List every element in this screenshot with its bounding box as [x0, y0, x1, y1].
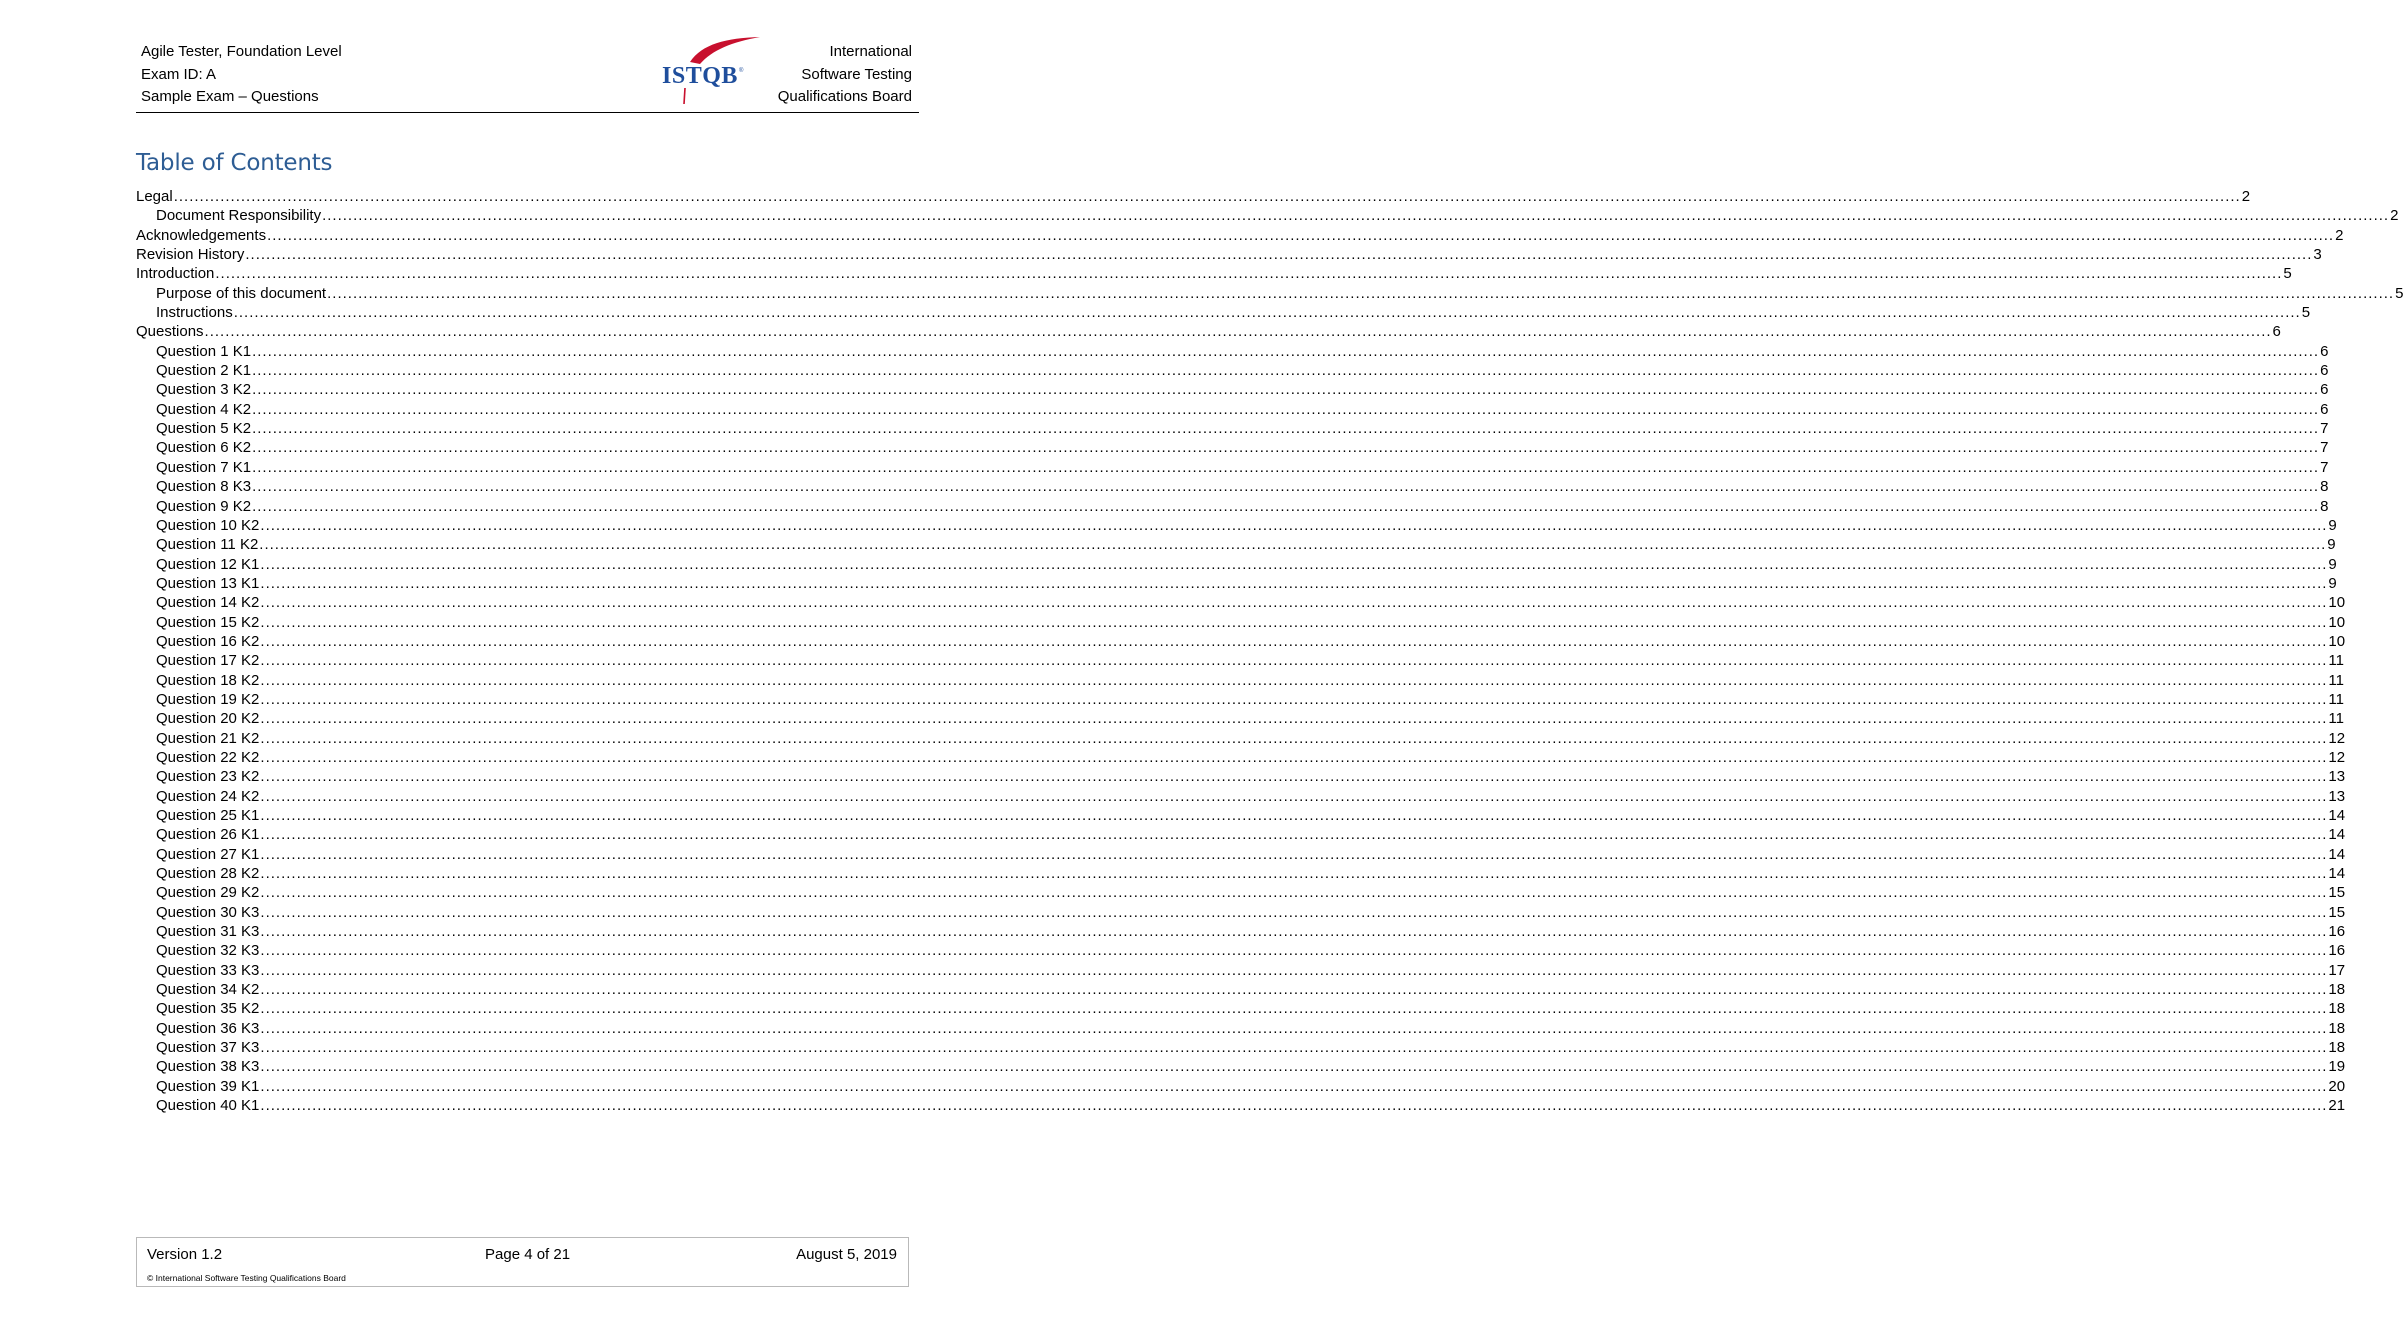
toc-entry-label: Question 5 K2	[156, 420, 252, 438]
toc-entry-page: 6	[2320, 342, 2329, 360]
toc-entry[interactable]	[136, 729, 2346, 748]
table-of-contents	[136, 187, 2403, 1116]
toc-entry[interactable]	[136, 825, 2346, 844]
header-org-line-1: International	[829, 43, 912, 60]
toc-entry[interactable]	[136, 767, 2346, 786]
toc-dot-leader: ................................................................................................................................................................................................................................................................................................................................................................................................................	[245, 246, 2313, 264]
toc-dot-leader: ................................................................................................................................................................................................................................................................................................................................................................................................................	[327, 284, 2395, 302]
toc-entry-page: 6	[2320, 381, 2329, 399]
toc-entry-page: 2	[2335, 226, 2344, 244]
toc-entry-label: Question 21 K2	[156, 729, 260, 747]
toc-entry-label: Introduction	[136, 265, 215, 283]
toc-entry-label: Purpose of this document	[156, 284, 327, 302]
toc-entry-page: 20	[2328, 1077, 2346, 1095]
toc-dot-leader: ................................................................................................................................................................................................................................................................................................................................................................................................................	[322, 207, 2390, 225]
toc-entry[interactable]	[136, 845, 2346, 864]
toc-dot-leader: ................................................................................................................................................................................................................................................................................................................................................................................................................	[204, 323, 2272, 341]
toc-entry[interactable]	[136, 458, 2329, 477]
toc-entry[interactable]	[136, 709, 2344, 728]
toc-entry[interactable]	[136, 1057, 2346, 1076]
toc-entry-page: 3	[2313, 246, 2322, 264]
logo-swoosh	[690, 37, 760, 64]
toc-entry-label: Question 2 K1	[156, 362, 252, 380]
toc-dot-leader: ................................................................................................................................................................................................................................................................................................................................................................................................................	[215, 265, 2283, 283]
toc-entry-page: 18	[2328, 1019, 2346, 1037]
toc-entry-label: Question 29 K2	[156, 884, 260, 902]
toc-entry-page: 11	[2328, 652, 2344, 670]
toc-entry-page: 16	[2328, 942, 2346, 960]
toc-entry-page: 18	[2328, 981, 2346, 999]
toc-dot-leader: ................................................................................................................................................................................................................................................................................................................................................................................................................	[252, 420, 2320, 438]
toc-entry[interactable]	[136, 555, 2337, 574]
toc-entry-page: 14	[2328, 807, 2346, 824]
toc-entry[interactable]	[136, 787, 2346, 806]
toc-entry-label: Question 27 K1	[156, 845, 260, 863]
toc-dot-leader: ................................................................................................................................................................................................................................................................................................................................................................................................................	[173, 188, 2241, 205]
toc-dot-leader: ................................................................................................................................................................................................................................................................................................................................................................................................................	[260, 690, 2328, 708]
toc-dot-leader: ................................................................................................................................................................................................................................................................................................................................................................................................................	[260, 594, 2328, 612]
toc-entry-label: Question 35 K2	[156, 1000, 260, 1018]
footer-date: August 5, 2019	[796, 1246, 897, 1263]
toc-entry-page: 2	[2241, 188, 2251, 205]
toc-entry-page: 11	[2328, 690, 2344, 708]
toc-dot-leader: ................................................................................................................................................................................................................................................................................................................................................................................................................	[260, 884, 2328, 902]
toc-entry-label: Acknowledgements	[136, 226, 267, 244]
toc-dot-leader: ................................................................................................................................................................................................................................................................................................................................................................................................................	[252, 478, 2320, 496]
toc-dot-leader: ................................................................................................................................................................................................................................................................................................................................................................................................................	[260, 516, 2328, 534]
toc-entry-label: Question 9 K2	[156, 497, 252, 515]
toc-entry[interactable]	[136, 903, 2346, 922]
toc-dot-leader: ................................................................................................................................................................................................................................................................................................................................................................................................................	[252, 381, 2320, 399]
toc-entry-page: 7	[2320, 420, 2329, 438]
toc-entry[interactable]	[136, 690, 2344, 709]
toc-entry-page: 10	[2328, 594, 2346, 612]
footer-page-number: Page 4 of 21	[485, 1246, 571, 1263]
toc-entry-page: 11	[2328, 710, 2344, 728]
toc-entry-page: 5	[2301, 304, 2311, 322]
toc-entry[interactable]	[136, 516, 2337, 535]
toc-entry-page: 12	[2328, 729, 2346, 747]
toc-entry[interactable]	[136, 303, 2311, 322]
toc-entry[interactable]	[136, 632, 2346, 651]
toc-entry[interactable]	[136, 574, 2337, 593]
toc-title: Table of Contents	[136, 150, 333, 176]
istqb-logo	[660, 34, 766, 108]
header-left-block	[141, 41, 342, 109]
toc-entry-page: 9	[2328, 574, 2337, 592]
toc-entry-label: Question 38 K3	[156, 1058, 260, 1076]
toc-dot-leader: ................................................................................................................................................................................................................................................................................................................................................................................................................	[260, 555, 2328, 573]
toc-entry-page: 10	[2328, 632, 2346, 650]
toc-entry[interactable]	[136, 400, 2329, 419]
toc-entry-page: 18	[2328, 1000, 2346, 1018]
header-org-line-2: Software Testing	[801, 65, 912, 83]
toc-dot-leader: ................................................................................................................................................................................................................................................................................................................................................................................................................	[260, 923, 2328, 941]
toc-entry[interactable]	[136, 226, 2344, 245]
toc-entry[interactable]	[136, 535, 2336, 554]
toc-dot-leader: ................................................................................................................................................................................................................................................................................................................................................................................................................	[260, 613, 2328, 631]
page-footer	[136, 1237, 909, 1287]
toc-entry-page: 14	[2328, 826, 2346, 844]
toc-entry-label: Question 39 K1	[156, 1077, 260, 1095]
toc-entry[interactable]	[136, 922, 2346, 941]
toc-entry[interactable]	[136, 999, 2346, 1018]
toc-entry-page: 19	[2328, 1058, 2346, 1076]
toc-entry-page: 15	[2328, 884, 2346, 902]
toc-dot-leader: ................................................................................................................................................................................................................................................................................................................................................................................................................	[260, 845, 2328, 863]
toc-dot-leader: ................................................................................................................................................................................................................................................................................................................................................................................................................	[267, 226, 2335, 244]
toc-entry-label: Question 40 K1	[156, 1097, 260, 1115]
toc-entry[interactable]	[136, 651, 2344, 670]
toc-entry[interactable]	[136, 342, 2329, 361]
toc-entry[interactable]	[136, 477, 2329, 496]
toc-entry[interactable]	[136, 593, 2346, 612]
toc-entry-label: Question 22 K2	[156, 748, 260, 766]
toc-entry-label: Question 36 K3	[156, 1019, 260, 1037]
toc-entry[interactable]	[136, 883, 2346, 902]
toc-dot-leader: ................................................................................................................................................................................................................................................................................................................................................................................................................	[252, 362, 2320, 380]
toc-entry-page: 6	[2320, 400, 2329, 418]
toc-entry-page: 14	[2328, 845, 2346, 863]
toc-entry-page: 11	[2328, 671, 2344, 689]
footer-version: Version 1.2	[147, 1246, 223, 1263]
header-exam-id: Exam ID: A	[141, 65, 217, 83]
toc-entry-label: Question 7 K1	[156, 458, 252, 476]
toc-dot-leader: ................................................................................................................................................................................................................................................................................................................................................................................................................	[260, 807, 2328, 824]
toc-entry[interactable]	[136, 497, 2329, 516]
toc-dot-leader: ................................................................................................................................................................................................................................................................................................................................................................................................................	[252, 400, 2320, 418]
toc-dot-leader: ................................................................................................................................................................................................................................................................................................................................................................................................................	[252, 439, 2320, 457]
toc-entry-label: Question 34 K2	[156, 981, 260, 999]
toc-entry-page: 8	[2320, 478, 2329, 496]
toc-entry-label: Question 30 K3	[156, 903, 260, 921]
toc-entry[interactable]	[136, 322, 2281, 341]
toc-entry[interactable]	[136, 284, 2403, 303]
toc-entry-page: 9	[2328, 555, 2337, 573]
toc-entry-label: Document Responsibility	[156, 207, 322, 225]
header-divider	[136, 112, 919, 113]
toc-dot-leader: ................................................................................................................................................................................................................................................................................................................................................................................................................	[260, 574, 2328, 592]
toc-dot-leader: ................................................................................................................................................................................................................................................................................................................................................................................................................	[252, 497, 2320, 515]
header-right-block	[778, 41, 912, 109]
toc-entry-label: Question 19 K2	[156, 690, 260, 708]
toc-dot-leader: ................................................................................................................................................................................................................................................................................................................................................................................................................	[260, 632, 2328, 650]
toc-entry-label: Question 11 K2	[156, 536, 259, 554]
toc-entry-label: Question 26 K1	[156, 826, 260, 844]
toc-entry[interactable]	[136, 419, 2329, 438]
toc-entry-label: Questions	[136, 323, 204, 341]
page-header	[0, 0, 1024, 114]
svg-text:®: ®	[739, 68, 744, 74]
toc-entry-page: 18	[2328, 1039, 2346, 1057]
header-document-type: Sample Exam – Questions	[141, 88, 319, 105]
toc-entry[interactable]	[136, 264, 2292, 283]
toc-entry[interactable]	[136, 864, 2346, 883]
toc-entry[interactable]	[136, 671, 2344, 690]
toc-entry-page: 13	[2328, 768, 2346, 786]
toc-entry-page: 9	[2328, 516, 2337, 534]
toc-entry[interactable]	[136, 1096, 2346, 1115]
toc-entry[interactable]	[136, 613, 2346, 632]
toc-dot-leader: ................................................................................................................................................................................................................................................................................................................................................................................................................	[260, 748, 2328, 766]
toc-entry-page: 13	[2328, 787, 2346, 805]
toc-entry-page: 7	[2320, 439, 2329, 457]
footer-copyright: © International Software Testing Qualifications Board	[147, 1273, 346, 1283]
toc-entry-label: Legal	[136, 188, 173, 205]
toc-entry-label: Question 8 K3	[156, 478, 252, 496]
toc-dot-leader: ................................................................................................................................................................................................................................................................................................................................................................................................................	[260, 865, 2328, 883]
toc-entry[interactable]	[136, 245, 2322, 264]
toc-entry-page: 21	[2328, 1097, 2346, 1115]
toc-entry[interactable]	[136, 438, 2329, 457]
toc-entry-label: Question 4 K2	[156, 400, 252, 418]
toc-dot-leader: ................................................................................................................................................................................................................................................................................................................................................................................................................	[260, 981, 2328, 999]
toc-dot-leader: ................................................................................................................................................................................................................................................................................................................................................................................................................	[260, 903, 2328, 921]
toc-entry-page: 12	[2328, 748, 2346, 766]
toc-entry-label: Question 24 K2	[156, 787, 260, 805]
toc-entry[interactable]	[136, 380, 2329, 399]
toc-dot-leader: ................................................................................................................................................................................................................................................................................................................................................................................................................	[259, 536, 2327, 554]
toc-entry-label: Question 31 K3	[156, 923, 260, 941]
toc-entry-label: Question 13 K1	[156, 574, 260, 592]
toc-dot-leader: ................................................................................................................................................................................................................................................................................................................................................................................................................	[260, 671, 2328, 689]
toc-dot-leader: ................................................................................................................................................................................................................................................................................................................................................................................................................	[260, 961, 2328, 979]
toc-entry-label: Question 10 K2	[156, 516, 260, 534]
toc-entry-label: Question 25 K1	[156, 807, 260, 824]
toc-entry-label: Question 20 K2	[156, 710, 260, 728]
toc-entry[interactable]	[136, 941, 2346, 960]
toc-dot-leader: ................................................................................................................................................................................................................................................................................................................................................................................................................	[233, 304, 2301, 322]
logo-wordmark: ISTQB	[662, 63, 738, 89]
toc-entry-page: 5	[2283, 265, 2292, 283]
toc-dot-leader: ................................................................................................................................................................................................................................................................................................................................................................................................................	[260, 710, 2328, 728]
toc-dot-leader: ................................................................................................................................................................................................................................................................................................................................................................................................................	[260, 1019, 2328, 1037]
toc-dot-leader: ................................................................................................................................................................................................................................................................................................................................................................................................................	[260, 1097, 2328, 1115]
toc-entry[interactable]	[136, 1077, 2346, 1096]
toc-entry-page: 16	[2328, 923, 2346, 941]
toc-entry-label: Question 23 K2	[156, 768, 260, 786]
toc-entry[interactable]	[136, 980, 2346, 999]
toc-entry[interactable]	[136, 748, 2346, 767]
toc-entry-label: Question 18 K2	[156, 671, 260, 689]
toc-entry-label: Question 17 K2	[156, 652, 260, 670]
toc-entry[interactable]	[136, 961, 2346, 980]
toc-entry-page: 8	[2320, 497, 2329, 515]
toc-entry-page: 2	[2390, 207, 2399, 225]
toc-entry[interactable]	[136, 187, 2251, 206]
toc-entry-label: Question 37 K3	[156, 1039, 260, 1057]
toc-dot-leader: ................................................................................................................................................................................................................................................................................................................................................................................................................	[260, 787, 2328, 805]
toc-entry-page: 14	[2328, 865, 2346, 883]
toc-dot-leader: ................................................................................................................................................................................................................................................................................................................................................................................................................	[260, 1000, 2328, 1018]
toc-dot-leader: ................................................................................................................................................................................................................................................................................................................................................................................................................	[260, 1039, 2328, 1057]
toc-entry-page: 6	[2272, 323, 2281, 341]
logo-stem	[684, 88, 685, 104]
toc-entry[interactable]	[136, 1038, 2346, 1057]
toc-entry-label: Revision History	[136, 246, 245, 264]
toc-entry-label: Question 32 K3	[156, 942, 260, 960]
toc-entry-label: Question 14 K2	[156, 594, 260, 612]
toc-dot-leader: ................................................................................................................................................................................................................................................................................................................................................................................................................	[260, 768, 2328, 786]
toc-entry[interactable]	[136, 806, 2346, 825]
toc-entry-label: Question 15 K2	[156, 613, 260, 631]
toc-dot-leader: ................................................................................................................................................................................................................................................................................................................................................................................................................	[260, 1077, 2328, 1095]
toc-dot-leader: ................................................................................................................................................................................................................................................................................................................................................................................................................	[260, 729, 2328, 747]
toc-entry-page: 15	[2328, 903, 2346, 921]
toc-entry[interactable]	[136, 1019, 2346, 1038]
toc-dot-leader: ................................................................................................................................................................................................................................................................................................................................................................................................................	[260, 1058, 2328, 1076]
toc-entry-label: Question 6 K2	[156, 439, 252, 457]
toc-entry-label: Question 33 K3	[156, 961, 260, 979]
header-org-line-3: Qualifications Board	[777, 88, 912, 105]
toc-entry-label: Instructions	[156, 304, 233, 322]
toc-entry[interactable]	[136, 206, 2399, 225]
toc-entry-label: Question 28 K2	[156, 865, 260, 883]
toc-dot-leader: ................................................................................................................................................................................................................................................................................................................................................................................................................	[260, 652, 2328, 670]
toc-dot-leader: ................................................................................................................................................................................................................................................................................................................................................................................................................	[252, 342, 2320, 360]
toc-dot-leader: ................................................................................................................................................................................................................................................................................................................................................................................................................	[260, 826, 2328, 844]
toc-entry-label: Question 12 K1	[156, 555, 260, 573]
toc-dot-leader: ................................................................................................................................................................................................................................................................................................................................................................................................................	[260, 942, 2328, 960]
toc-entry-page: 7	[2320, 458, 2329, 476]
toc-entry[interactable]	[136, 361, 2329, 380]
toc-entry-page: 9	[2327, 536, 2336, 554]
toc-entry-page: 6	[2320, 362, 2329, 380]
toc-entry-label: Question 3 K2	[156, 381, 252, 399]
toc-entry-label: Question 1 K1	[156, 342, 252, 360]
header-syllabus-title: Agile Tester, Foundation Level	[141, 43, 342, 60]
toc-entry-page: 17	[2328, 961, 2346, 979]
toc-dot-leader: ................................................................................................................................................................................................................................................................................................................................................................................................................	[252, 458, 2320, 476]
toc-entry-label: Question 16 K2	[156, 632, 260, 650]
toc-entry-page: 10	[2328, 613, 2346, 631]
toc-entry-page: 5	[2395, 284, 2403, 302]
